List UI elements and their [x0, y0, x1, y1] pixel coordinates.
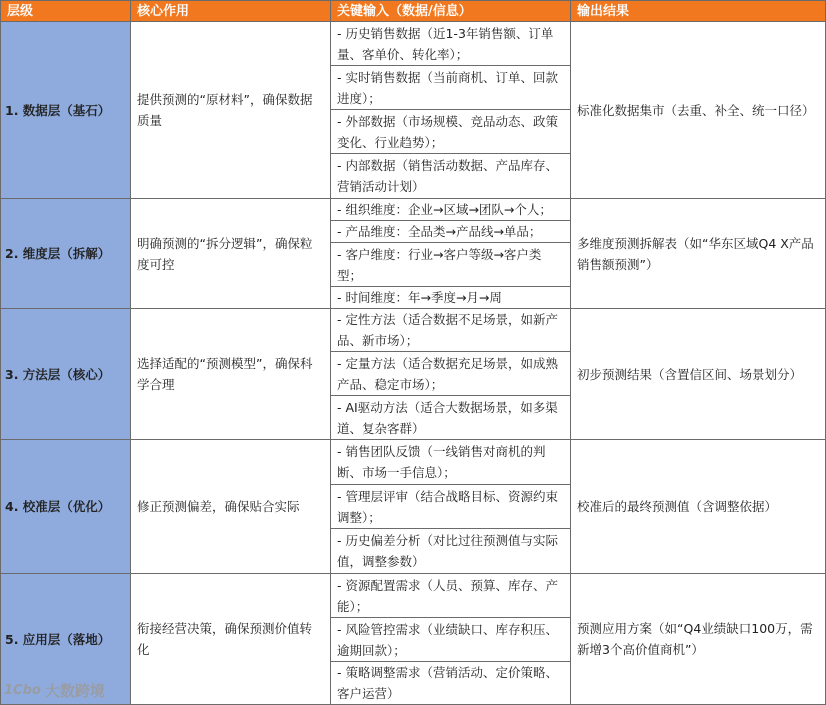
role-cell: 明确预测的“拆分逻辑”，确保粒度可控 [130, 198, 331, 309]
level-cell: 4. 校准层（优化） [0, 439, 131, 574]
input-item: - 实时销售数据（当前商机、订单、回款进度）； [330, 65, 571, 110]
level-cell: 5. 应用层（落地） [0, 573, 131, 705]
header-inputs: 关键输入（数据/信息） [330, 0, 571, 22]
output-cell: 校准后的最终预测值（含调整依据） [570, 439, 826, 574]
level-cell: 1. 数据层（基石） [0, 21, 131, 199]
output-cell: 标准化数据集市（去重、补全、统一口径） [570, 21, 826, 199]
level-cell: 2. 维度层（拆解） [0, 198, 131, 309]
input-item: - 定量方法（适合数据充足场景，如成熟产品、稳定市场）； [330, 351, 571, 396]
watermark-logo-icon: 1Cbo [4, 683, 41, 698]
input-item: - 历史销售数据（近1-3年销售额、订单量、客单价、转化率）； [330, 21, 571, 66]
input-item: - 产品维度：全品类→产品线→单品； [330, 220, 571, 243]
input-item: - 管理层评审（结合战略目标、资源约束调整）； [330, 484, 571, 529]
input-item: - 外部数据（市场规模、竞品动态、政策变化、行业趋势）； [330, 109, 571, 154]
input-item: - 资源配置需求（人员、预算、库存、产能）； [330, 573, 571, 618]
input-item: - 内部数据（销售活动数据、产品库存、营销活动计划） [330, 153, 571, 199]
input-item: - 历史偏差分析（对比过往预测值与实际值，调整参数） [330, 528, 571, 574]
watermark [4, 680, 105, 701]
role-cell: 衔接经营决策，确保预测价值转化 [130, 573, 331, 705]
input-item: - AI驱动方法（适合大数据场景，如多渠道、复杂客群） [330, 395, 571, 440]
input-item: - 定性方法（适合数据不足场景，如新产品、新市场）； [330, 308, 571, 352]
role-cell: 选择适配的“预测模型”，确保科学合理 [130, 308, 331, 440]
output-cell: 预测应用方案（如“Q4业绩缺口100万，需新增3个高价值商机”） [570, 573, 826, 705]
output-cell: 初步预测结果（含置信区间、场景划分） [570, 308, 826, 440]
input-item: - 销售团队反馈（一线销售对商机的判断、市场一手信息）； [330, 439, 571, 485]
role-cell: 修正预测偏差，确保贴合实际 [130, 439, 331, 574]
watermark-text: 大数跨境 [44, 682, 105, 700]
input-item: - 策略调整需求（营销活动、定价策略、客户运营） [330, 661, 571, 705]
input-item: - 组织维度：企业→区域→团队→个人； [330, 198, 571, 221]
input-item: - 风险管控需求（业绩缺口、库存积压、逾期回款）； [330, 617, 571, 662]
header-role: 核心作用 [130, 0, 331, 22]
input-item: - 客户维度：行业→客户等级→客户类型； [330, 242, 571, 287]
output-cell: 多维度预测拆解表（如“华东区域Q4 X产品销售额预测”） [570, 198, 826, 309]
header-level: 层级 [0, 0, 131, 22]
header-output: 输出结果 [570, 0, 826, 22]
input-item: - 时间维度：年→季度→月→周 [330, 286, 571, 309]
level-cell: 3. 方法层（核心） [0, 308, 131, 440]
role-cell: 提供预测的“原材料”，确保数据质量 [130, 21, 331, 199]
